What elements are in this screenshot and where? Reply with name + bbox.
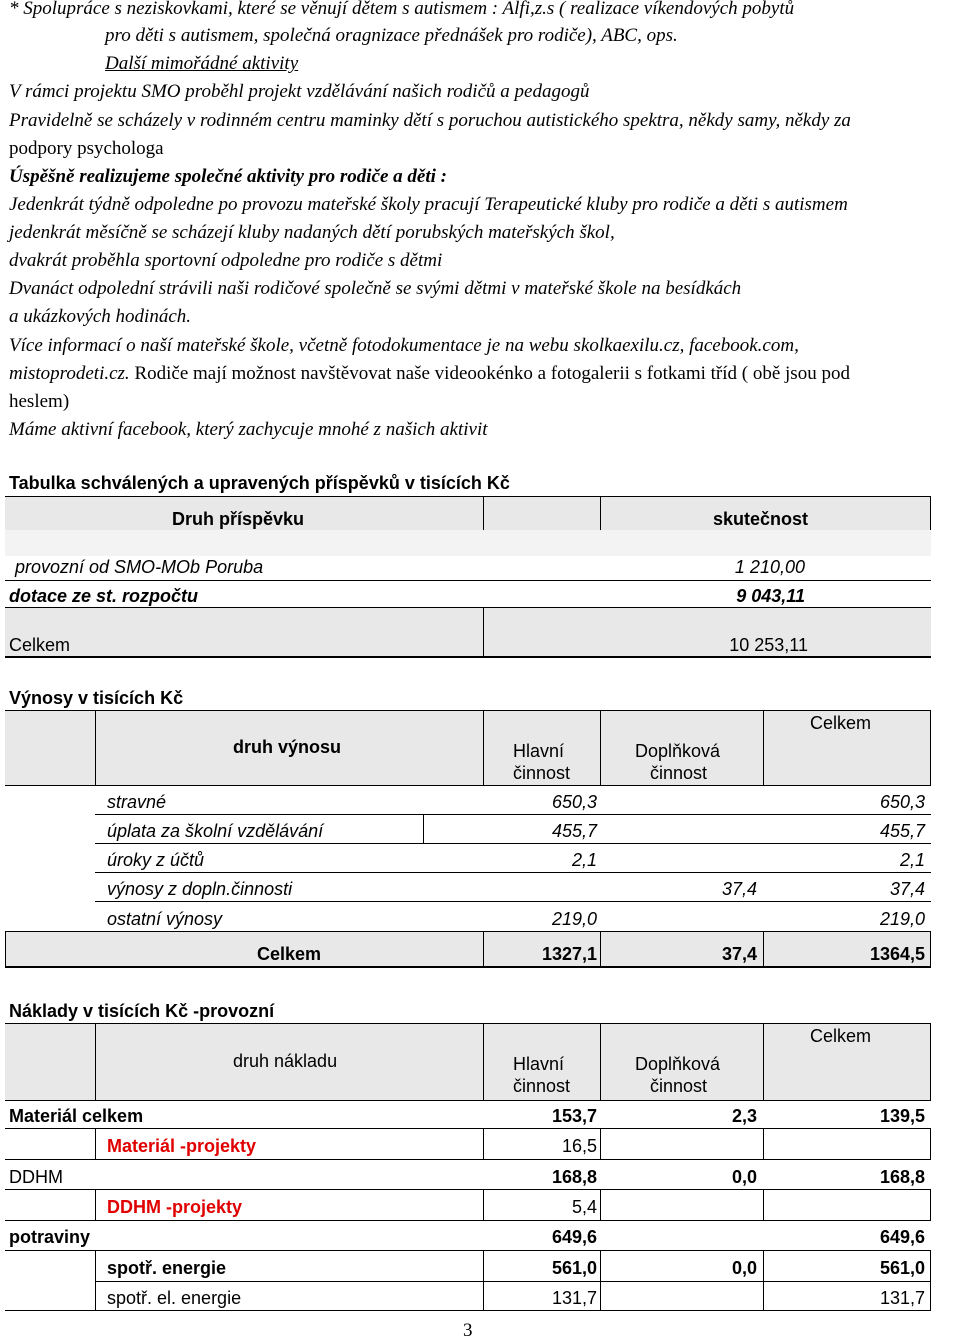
table3-head-doplnkova: Doplňková: [635, 1054, 721, 1074]
table2-head-doplnkova: Doplňková: [635, 741, 721, 761]
table2-row-dp: 37,4: [721, 879, 757, 899]
table3-line: [600, 1023, 601, 1100]
table3-line: [5, 1100, 931, 1101]
table3-head-hlavni-2: činnost: [513, 1076, 571, 1096]
table2-row-celkem: 219,0: [879, 909, 925, 929]
table3-line: [5, 1023, 931, 1024]
table2-head-hlavni-2: činnost: [513, 763, 571, 783]
table3-line: [763, 1190, 764, 1220]
table1-col-skutecnost: skutečnost: [713, 509, 809, 529]
table2-line: [95, 872, 931, 873]
table3-row-hl: 5,4: [571, 1197, 597, 1217]
table2-line: [600, 710, 601, 785]
table2-row-celkem: 2,1: [899, 850, 925, 870]
table3-row-celkem: 649,6: [879, 1227, 925, 1247]
table3-row-dp: 0,0: [731, 1167, 757, 1187]
intro-line-2: pro děti s autismem, společná oragnizace přednášek pro rodiče), ABC, ops.: [105, 25, 678, 46]
table1-row-value: 9 043,11: [736, 586, 805, 606]
intro-line-13: Více informací o naší mateřské škole, včetně fotodokumentace je na webu skolkaexilu.cz, facebook.com,: [9, 335, 799, 356]
table3-line: [95, 1023, 96, 1100]
table2-line: [95, 814, 931, 815]
table3-row-hl: 561,0: [551, 1258, 597, 1278]
table3-head-hlavni: Hlavní: [513, 1054, 565, 1074]
table3-row-hl: 649,6: [551, 1227, 597, 1247]
table3-line: [483, 1023, 484, 1100]
table3-row-label: Materiál celkem: [9, 1106, 144, 1126]
table3-line: [5, 1189, 931, 1190]
table3-row-celkem: 131,7: [879, 1288, 925, 1308]
intro-line-8: Jedenkrát týdně odpoledne po provozu mateřské školy pracují Terapeutické kluby pro rodiče a děti s autismem: [9, 194, 848, 215]
intro-line-14b: Rodiče mají možnost navštěvovat naše videookénko a fotogalerii s fotkami tříd ( obě jsou pod: [129, 363, 850, 384]
table2-total-celkem: 1364,5: [869, 944, 925, 964]
table3-row-label: DDHM: [9, 1167, 63, 1187]
table3-row-celkem: 561,0: [879, 1258, 925, 1278]
table2-line: [95, 710, 96, 785]
intro-line-16: Máme aktivní facebook, který zachycuje mnohé z našich aktivit: [9, 419, 488, 440]
table3-row-hl: 153,7: [551, 1106, 597, 1126]
table2-line: [423, 814, 424, 843]
intro-line-14: [9, 363, 850, 385]
table2-line: [5, 710, 931, 711]
table3-line: [95, 1281, 931, 1282]
table2-line: [763, 932, 764, 966]
table3-line: [763, 1129, 764, 1159]
table2-line: [5, 785, 931, 786]
table2-row-hl: 2,1: [571, 850, 597, 870]
table1-line: [5, 656, 931, 658]
table3-row-celkem: 139,5: [879, 1106, 925, 1126]
intro-line-3: Další mimořádné aktivity: [105, 53, 299, 74]
table1-row-label: provozní od SMO-MOb Poruba: [15, 557, 264, 577]
table1-line: [483, 496, 484, 530]
table2-row-celkem: 455,7: [879, 821, 925, 841]
page-number: 3: [463, 1320, 473, 1341]
table1-col-druh: Druh příspěvku: [172, 509, 305, 529]
table2-row-hl: 650,3: [551, 792, 597, 812]
intro-line-12: a ukázkových hodinách.: [9, 306, 192, 327]
intro-line-14a: mistoprodeti.cz.: [9, 363, 130, 384]
table3-row-label: potraviny: [9, 1227, 91, 1247]
table3-line: [600, 1129, 601, 1159]
table3-head-celkem: Celkem: [810, 1026, 872, 1046]
table2-row-label: ostatní výnosy: [107, 909, 223, 929]
table3-line: [5, 1310, 931, 1311]
table3-row-celkem: 168,8: [879, 1167, 925, 1187]
table3-head-druh: druh nákladu: [233, 1051, 338, 1071]
table2-row-label: stravné: [107, 792, 167, 812]
intro-line-1: * Spolupráce s neziskovkami, které se věnují dětem s autismem : Alfi,z.s ( realizace víkendových pobytů: [9, 0, 795, 19]
table3-line: [95, 1129, 96, 1159]
table2-title: Výnosy v tisících Kč: [9, 688, 184, 708]
table2-line: [763, 710, 764, 785]
table2-line: [483, 710, 484, 785]
table3-line: [600, 1190, 601, 1220]
table2-head-druh: druh výnosu: [233, 737, 342, 757]
table3-row-dp: 0,0: [731, 1258, 757, 1278]
table3-row-dp: 2,3: [731, 1106, 757, 1126]
table2-row-celkem: 37,4: [889, 879, 925, 899]
table3-row-hl: 131,7: [551, 1288, 597, 1308]
table2-line: [930, 710, 931, 785]
table2-line: [5, 932, 6, 966]
table1-line: [930, 496, 931, 530]
intro-line-7: Úspěšně realizujeme společné aktivity pro rodiče a děti :: [9, 166, 447, 187]
table3-row-label: spotř. el. energie: [107, 1288, 242, 1308]
table3-line: [930, 1129, 931, 1159]
table3-line: [95, 1190, 96, 1220]
table1-line: [5, 580, 931, 581]
table2-head-celkem: Celkem: [810, 713, 872, 733]
table3-line: [930, 1190, 931, 1220]
intro-line-11: Dvanáct odpolední strávili naši rodičové společně se svými dětmi v mateřské škole na besídkách: [9, 278, 742, 299]
table3-line: [763, 1023, 764, 1100]
intro-line-10: dvakrát proběhla sportovní odpoledne pro rodiče s dětmi: [9, 250, 443, 271]
intro-line-4: V rámci projektu SMO proběhl projekt vzdělávání našich rodičů a pedagogů: [9, 81, 590, 102]
table2-line: [95, 901, 931, 902]
table1-line: [483, 608, 484, 656]
table3-title: Náklady v tisících Kč -provozní: [9, 1001, 275, 1021]
table1-row-label: dotace ze st. rozpočtu: [9, 586, 199, 606]
table3-line: [930, 1023, 931, 1100]
table2-row-label: výnosy z dopln.činnosti: [107, 879, 293, 899]
table2-total-hl: 1327,1: [541, 944, 597, 964]
table2-line: [5, 966, 931, 968]
table2-row-celkem: 650,3: [879, 792, 925, 812]
intro-line-15: heslem): [9, 391, 70, 412]
table1-spacer-row: [5, 530, 931, 556]
table2-row-hl: 219,0: [551, 909, 597, 929]
table1-line: [600, 496, 601, 530]
table3-row-label-red: DDHM -projekty: [107, 1197, 243, 1217]
intro-line-5: Pravidelně se scházely v rodinném centru maminky dětí s poruchou autistického spektra, někdy samy, někdy za: [9, 110, 851, 131]
table2-line: [930, 932, 931, 966]
intro-line-6: podpory psychologa: [9, 138, 164, 159]
table2-row-hl: 455,7: [551, 821, 597, 841]
table1-row-value: 1 210,00: [734, 557, 805, 577]
table2-row-label: úroky z účtů: [107, 850, 205, 870]
table3-head-doplnkova-2: činnost: [650, 1076, 708, 1096]
table3-header-bg: [5, 1023, 931, 1100]
table2-head-hlavni: Hlavní: [513, 741, 565, 761]
table2-line: [95, 843, 931, 844]
table3-line: [5, 1220, 931, 1221]
table3-row-hl: 16,5: [561, 1136, 597, 1156]
table2-header-bg: [5, 710, 931, 785]
table1-line: [5, 496, 931, 497]
table2-total-dp: 37,4: [721, 944, 757, 964]
table1-title: Tabulka schválených a upravených příspěvků v tisících Kč: [9, 473, 510, 493]
table2-head-doplnkova-2: činnost: [650, 763, 708, 783]
table3-line: [5, 1250, 931, 1251]
table1-total-value: 10 253,11: [729, 635, 808, 655]
table3-line: [5, 1159, 931, 1160]
table3-row-label: spotř. energie: [107, 1258, 227, 1278]
table3-line: [5, 1128, 931, 1129]
table2-total-label: Celkem: [257, 944, 322, 964]
intro-line-9: jedenkrát měsíčně se scházejí kluby nadaných dětí porubských mateřských škol,: [9, 222, 615, 243]
table3-row-label-red: Materiál -projekty: [107, 1136, 257, 1156]
table2-row-label: úplata za školní vzdělávání: [107, 821, 324, 841]
table1-total-label: Celkem: [9, 635, 71, 655]
table3-row-hl: 168,8: [551, 1167, 597, 1187]
